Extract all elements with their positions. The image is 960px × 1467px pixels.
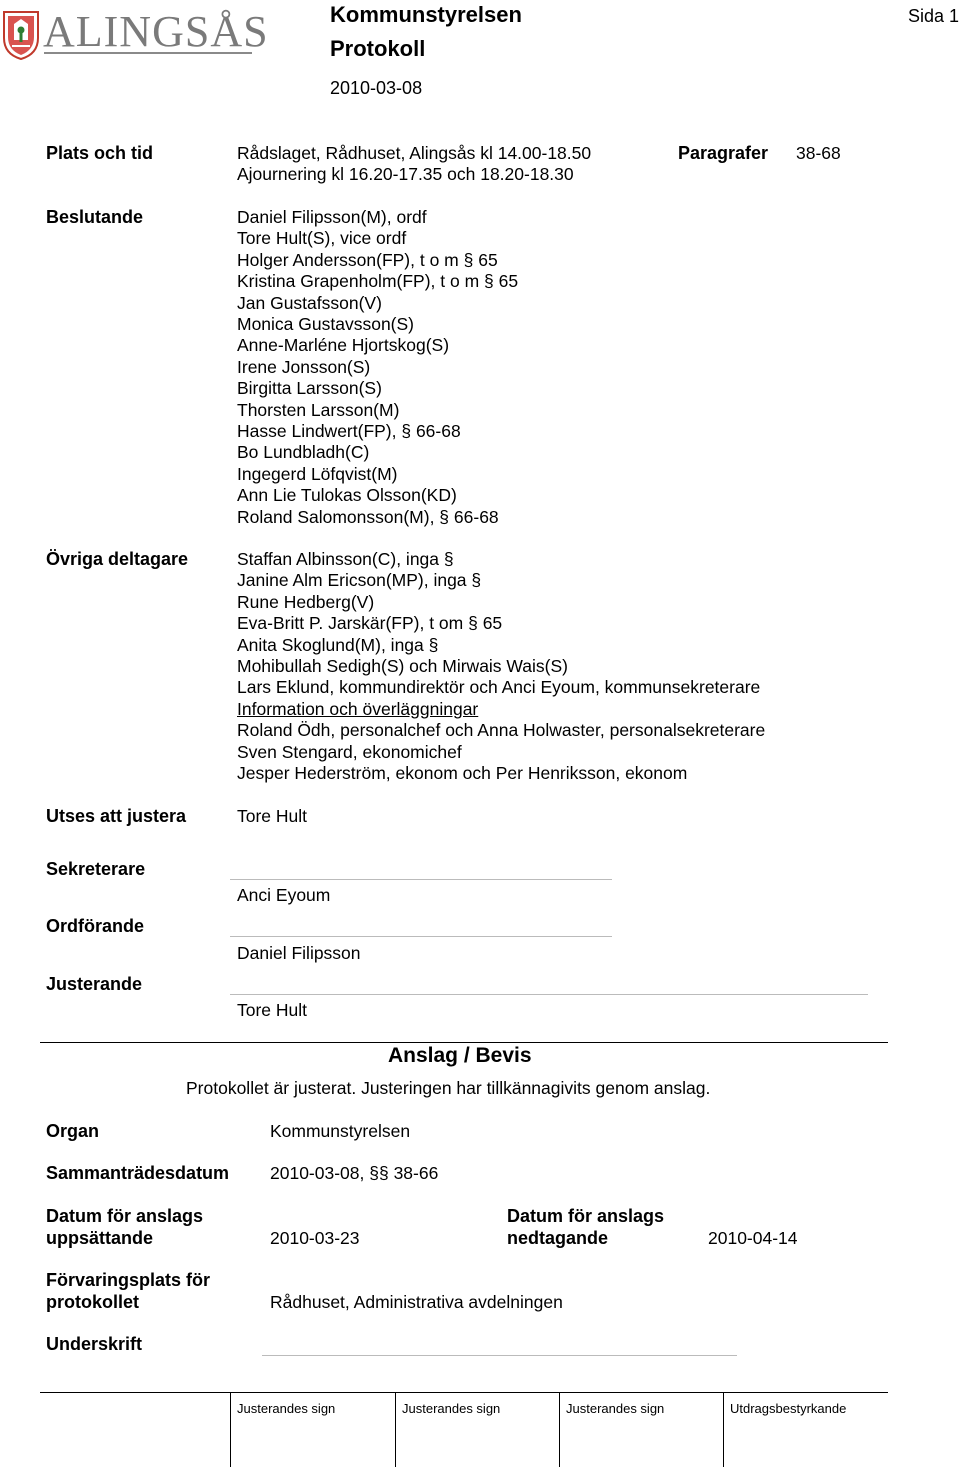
footer-top-rule: [40, 1392, 888, 1393]
list-item: Thorsten Larsson(M): [237, 399, 400, 420]
underskrift-label: Underskrift: [46, 1334, 143, 1354]
list-item: Bo Lundbladh(C): [237, 442, 370, 463]
forvaring-label-line-2: protokollet: [46, 1292, 139, 1312]
list-item: Monica Gustavsson(S): [237, 314, 415, 335]
municipal-crest-icon: [2, 10, 40, 60]
beslutande-label: Beslutande: [46, 207, 144, 227]
organ-value: Kommunstyrelsen: [270, 1121, 411, 1141]
list-item: Tore Hult(S), vice ordf: [237, 228, 407, 249]
footer-sign-cell: Utdragsbestyrkande: [730, 1401, 847, 1416]
forvaring-label-line-1: Förvaringsplats för: [46, 1270, 211, 1290]
page-number: Sida 1: [908, 6, 960, 26]
paragrafer-value: 38-68: [796, 143, 841, 163]
logo-underline: [44, 52, 252, 54]
list-item: Birgitta Larsson(S): [237, 378, 382, 399]
logo-wordmark: ALINGSÅS: [43, 7, 269, 56]
document-date: 2010-03-08: [330, 78, 423, 98]
uppsattande-label-line-1: Datum för anslags: [46, 1206, 204, 1226]
info-heading: Information och överläggningar: [237, 698, 479, 719]
list-item: Anne-Marléne Hjortskog(S): [237, 335, 450, 356]
list-item: Lars Eklund, kommundirektör och Anci Eyoum, kommunsekreterare: [237, 677, 761, 698]
list-item: Hasse Lindwert(FP), § 66-68: [237, 421, 461, 442]
justera-value: Tore Hult: [237, 806, 308, 826]
sammantradesdatum-label: Sammanträdesdatum: [46, 1163, 230, 1183]
underskrift-signature-line: [262, 1355, 737, 1356]
ovriga-label: Övriga deltagare: [46, 549, 189, 569]
footer-sign-cell: Justerandes sign: [237, 1401, 336, 1416]
nedtagande-label-line-1: Datum för anslags: [507, 1206, 665, 1226]
list-item: Roland Salomonsson(M), § 66-68: [237, 506, 499, 527]
justerande-name: Tore Hult: [237, 1000, 308, 1020]
beslutande-list: [237, 207, 518, 528]
ovriga-list: [237, 549, 765, 784]
plats-line-2: Ajournering kl 16.20-17.35 och 18.20-18.30: [237, 164, 574, 184]
list-item: Jesper Hederström, ekonom och Per Henriksson, ekonom: [237, 763, 688, 784]
sammantradesdatum-value: 2010-03-08, §§ 38-66: [270, 1163, 439, 1183]
ordforande-name: Daniel Filipsson: [237, 943, 361, 963]
justerande-signature-line: [230, 994, 868, 995]
list-item: Janine Alm Ericson(MP), inga §: [237, 570, 482, 591]
list-item: Kristina Grapenholm(FP), t o m § 65: [237, 271, 519, 292]
list-item: Eva-Britt P. Jarskär(FP), t om § 65: [237, 613, 503, 634]
anslag-heading: Anslag / Bevis: [388, 1044, 532, 1067]
list-item: Irene Jonsson(S): [237, 356, 371, 377]
list-item: Daniel Filipsson(M), ordf: [237, 207, 427, 227]
anslag-divider: [40, 1042, 888, 1043]
justera-label: Utses att justera: [46, 806, 187, 826]
list-item: Holger Andersson(FP), t o m § 65: [237, 249, 498, 270]
footer-divider: [723, 1392, 724, 1467]
list-item: Ann Lie Tulokas Olsson(KD): [237, 485, 457, 506]
anslag-intro: Protokollet är justerat. Justeringen har tillkännagivits genom anslag.: [186, 1078, 711, 1098]
footer-divider: [559, 1392, 560, 1467]
plats-line-1: Rådslaget, Rådhuset, Alingsås kl 14.00-18.50: [237, 143, 592, 163]
paragrafer-label: Paragrafer: [678, 143, 769, 163]
list-item: Anita Skoglund(M), inga §: [237, 634, 439, 655]
uppsattande-value: 2010-03-23: [270, 1228, 360, 1248]
document-title: Kommunstyrelsen: [330, 2, 522, 27]
justerande-label: Justerande: [46, 974, 143, 994]
list-item: Ingegerd Löfqvist(M): [237, 463, 398, 484]
organ-label: Organ: [46, 1121, 100, 1141]
footer-divider: [395, 1392, 396, 1467]
sekreterare-signature-line: [230, 879, 612, 880]
nedtagande-value: 2010-04-14: [708, 1228, 798, 1248]
ordforande-label: Ordförande: [46, 916, 145, 936]
sekreterare-label: Sekreterare: [46, 859, 146, 879]
document-type: Protokoll: [330, 36, 426, 61]
list-item: Mohibullah Sedigh(S) och Mirwais Wais(S): [237, 656, 568, 677]
list-item: Jan Gustafsson(V): [237, 292, 382, 313]
list-item: Sven Stengard, ekonomichef: [237, 741, 462, 762]
list-item: Rune Hedberg(V): [237, 591, 375, 612]
footer-sign-cell: Justerandes sign: [566, 1401, 665, 1416]
nedtagande-label-line-2: nedtagande: [507, 1228, 609, 1248]
footer-sign-cell: Justerandes sign: [402, 1401, 501, 1416]
ordforande-signature-line: [230, 936, 612, 937]
sekreterare-name: Anci Eyoum: [237, 885, 331, 905]
uppsattande-label-line-2: uppsättande: [46, 1228, 154, 1248]
footer-divider: [230, 1392, 231, 1467]
plats-label: Plats och tid: [46, 143, 154, 163]
forvaring-value: Rådhuset, Administrativa avdelningen: [270, 1292, 563, 1312]
list-item: Roland Ödh, personalchef och Anna Holwaster, personalsekreterare: [237, 720, 766, 741]
list-item: Staffan Albinsson(C), inga §: [237, 549, 454, 569]
